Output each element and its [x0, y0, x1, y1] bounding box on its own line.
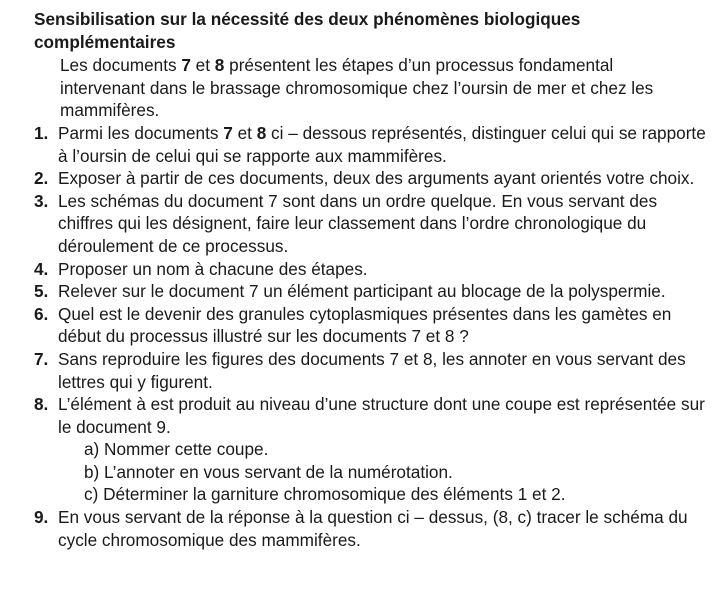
question-text: Les schémas du document 7 sont dans un ordre quelque. En vous servant des chiffres qui les désignent, faire leur classement dans l’ordre chronologique du déroulement de ce processus. [58, 190, 658, 256]
question-text: Proposer un nom à chacune des étapes. [58, 258, 368, 279]
question-text: En vous servant de la réponse à la question ci – dessus, (8, c) tracer le schéma du cycle chromosomique des mammifères. [58, 507, 688, 550]
question-doc-8: 8 [256, 122, 267, 143]
intro-text-start: Les documents [60, 55, 182, 76]
question-9 [34, 506, 706, 551]
question-text-start: Parmi les documents [58, 122, 224, 143]
subitem-c: c) Déterminer la garniture chromosomique des éléments 1 et 2. [84, 484, 566, 505]
question-number: 9. [34, 507, 49, 528]
question-2 [34, 167, 706, 190]
intro-text-end: présentent les étapes d’un processus fondamental intervenant dans le brassage chromosomique chez l’oursin de mer et chez les mammifères. [60, 55, 654, 121]
question-text: L’élément à est produit au niveau d’une structure dont une coupe est représentée sur le document 9. [58, 394, 705, 437]
question-number: 6. [34, 303, 49, 324]
question-5 [34, 280, 706, 303]
intro-text-and: et [190, 55, 215, 76]
question-list [34, 122, 706, 551]
question-8-subitems [58, 438, 706, 506]
question-text: Relever sur le document 7 un élément participant au blocage de la polyspermie. [58, 281, 666, 302]
question-text-end: ci – dessous représentés, distinguer celui qui se rapporte à l’oursin de celui qui se rapporte aux mammifères. [58, 122, 706, 166]
document-title: Sensibilisation sur la nécessité des deux phénomènes biologiques complémentaires [34, 9, 581, 52]
intro-doc-7: 7 [181, 55, 191, 76]
intro-paragraph [60, 54, 706, 122]
question-7 [34, 348, 706, 393]
intro-doc-8: 8 [214, 55, 225, 76]
question-number: 8. [34, 394, 49, 415]
question-number: 7. [34, 348, 49, 369]
question-8 [34, 393, 706, 506]
question-number: 3. [34, 190, 49, 211]
question-6 [34, 303, 706, 348]
subitem-b: b) L’annoter en vous servant de la numérotation. [84, 461, 453, 482]
question-doc-7: 7 [223, 122, 233, 143]
question-text: Quel est le devenir des granules cytoplasmiques présentes dans les gamètes en début du processus illustré sur les documents 7 et 8 ? [58, 303, 672, 347]
subitem-a: a) Nommer cette coupe. [84, 439, 269, 460]
question-number: 5. [34, 281, 49, 302]
question-text-and: et [232, 122, 257, 143]
question-text: Sans reproduire les figures des documents 7 et 8, les annoter en vous servant des lettres qui y figurent. [58, 348, 686, 392]
question-number: 4. [34, 258, 49, 279]
question-text: Exposer à partir de ces documents, deux des arguments ayant orientés votre choix. [58, 168, 695, 189]
question-3 [34, 190, 706, 258]
question-4 [34, 258, 706, 281]
question-1 [34, 122, 706, 167]
question-number: 1. [34, 122, 49, 143]
question-number: 2. [34, 168, 49, 189]
